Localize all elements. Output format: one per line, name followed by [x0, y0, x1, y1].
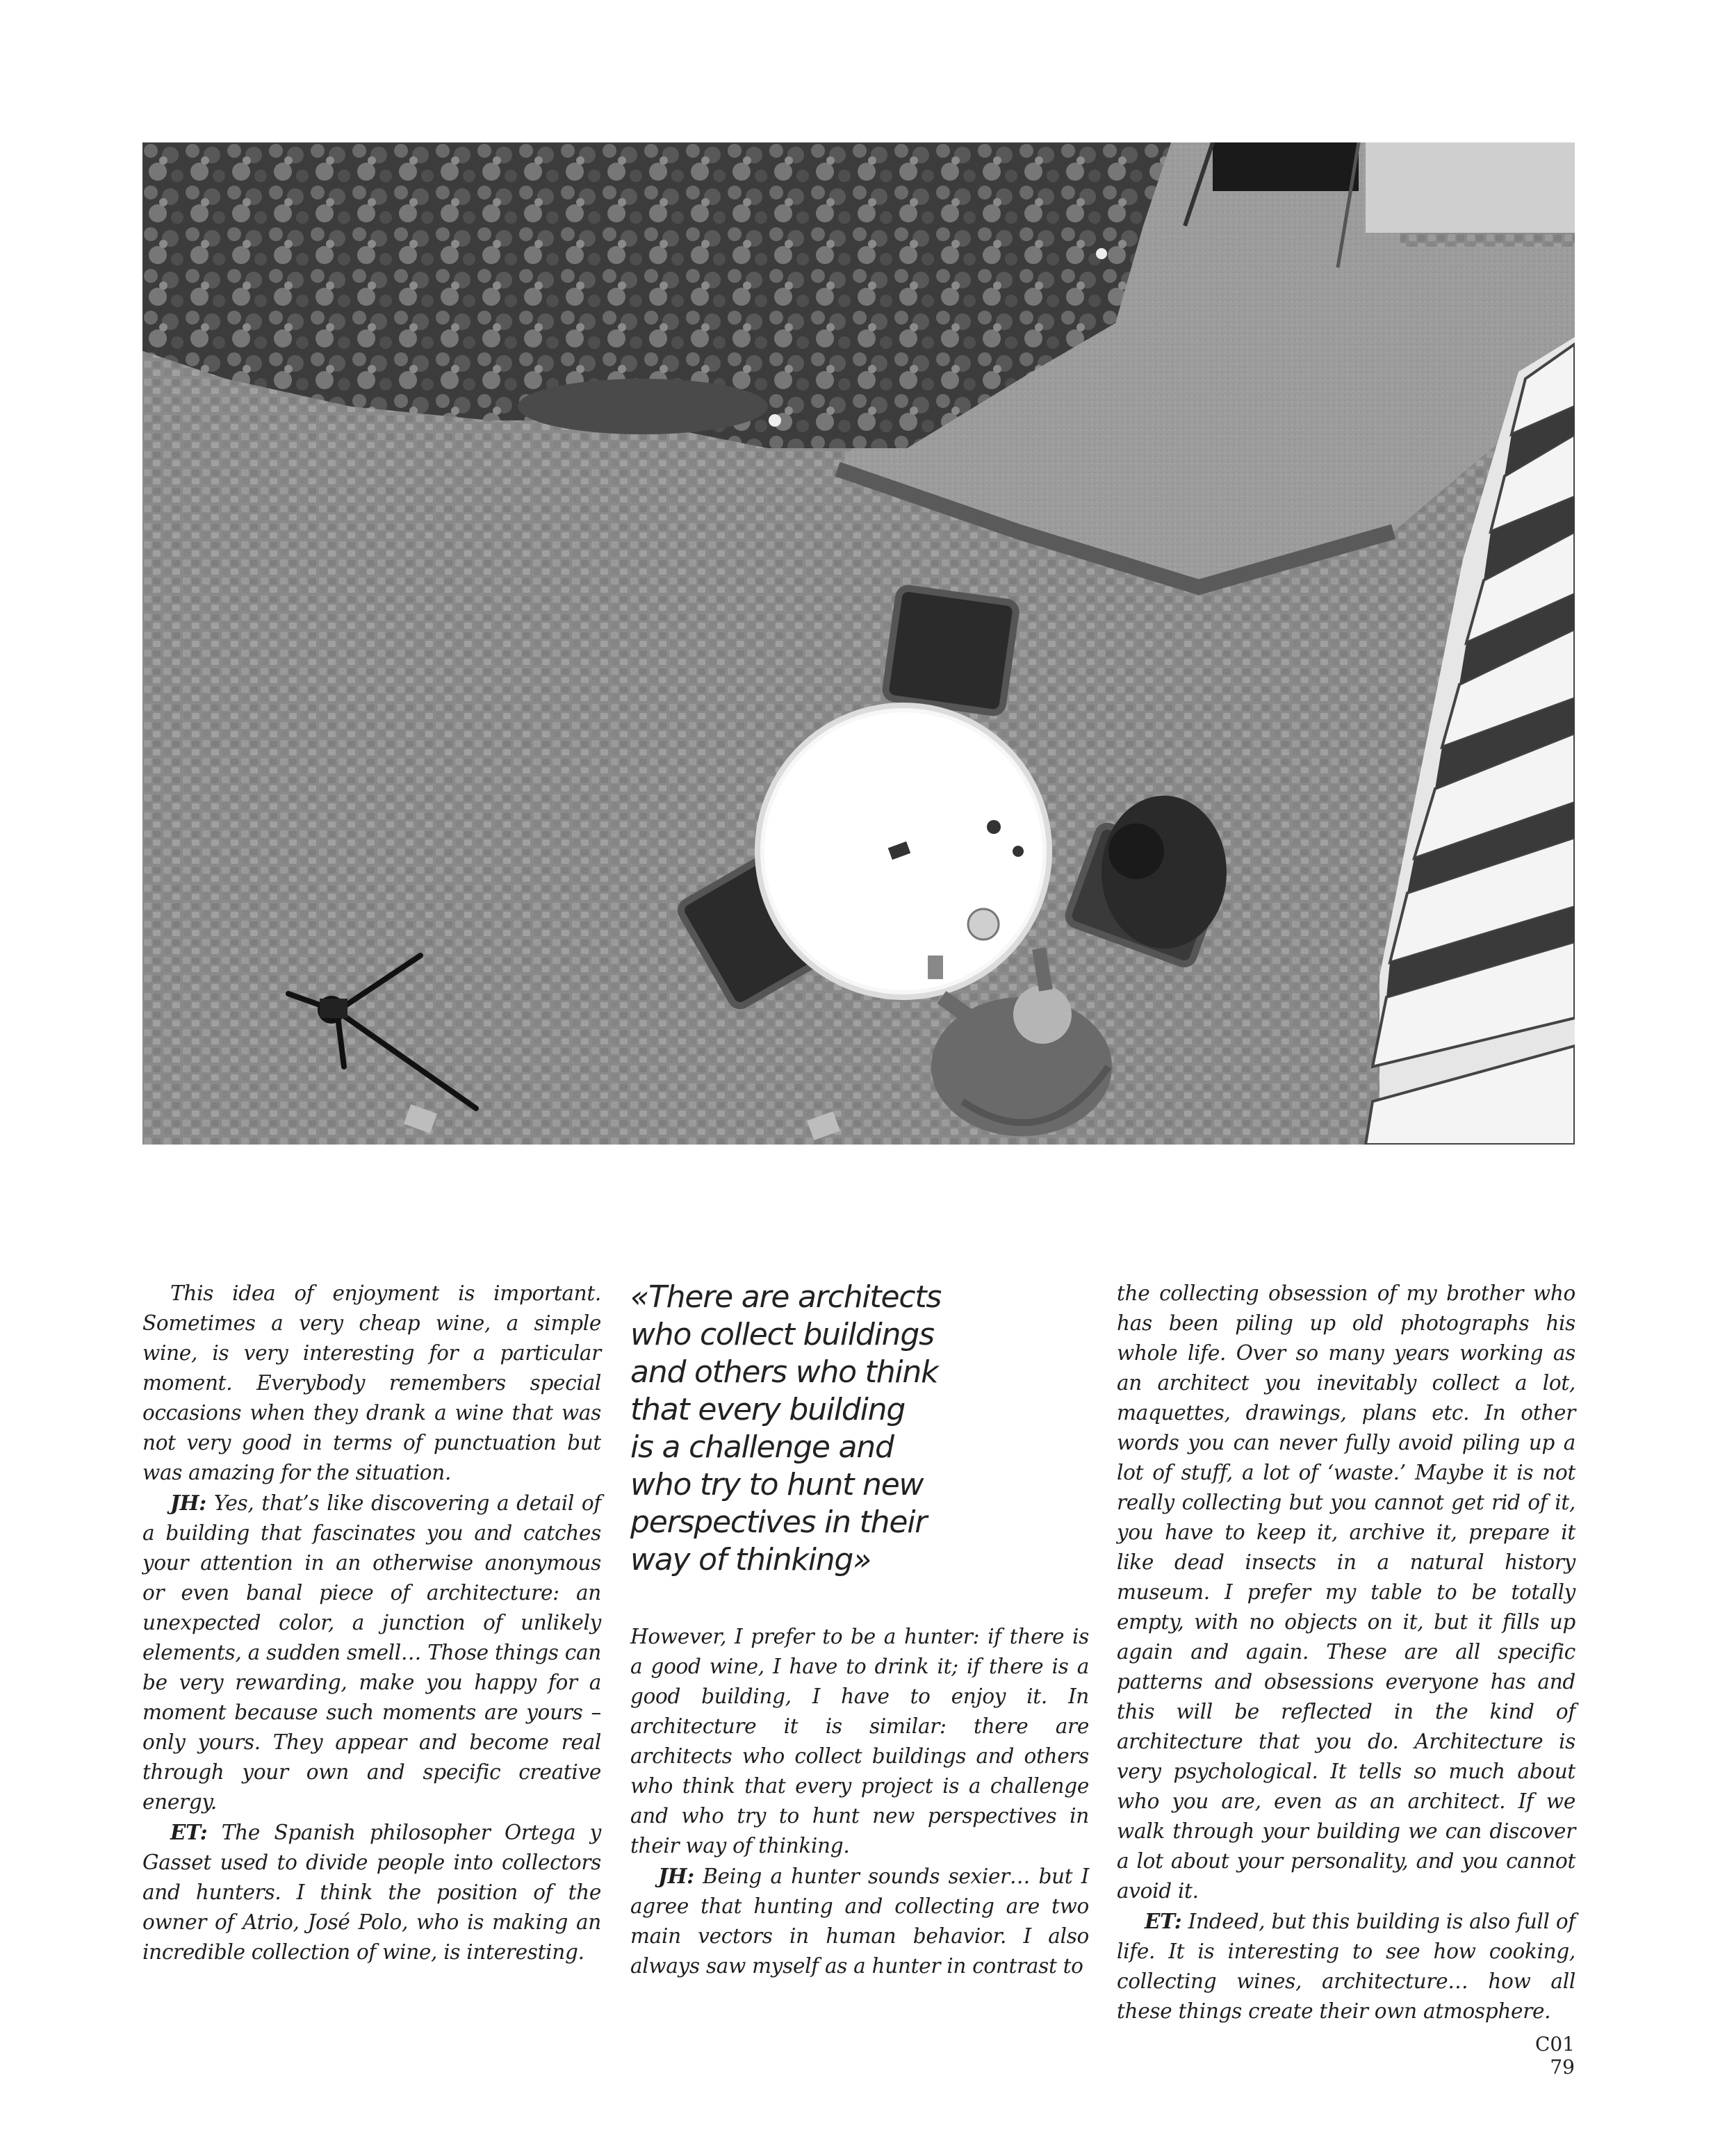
paragraph: However, I prefer to be a hunter: if there is a good wine, I have to drink it; if there is a good building, I have to enjoy it. In architecture it is similar: there are architects who collect buildings and others who think that every project is a challenge and who try to hunt new perspectives in their way of thinking.: [630, 1625, 1089, 1858]
pull-quote-line: «There are architects: [630, 1279, 942, 1315]
speaker-label: ET:: [170, 1820, 208, 1844]
paragraph: This idea of enjoyment is important. Sometimes a very cheap wine, a simple wine, is very interesting for a particular moment. Everybody remembers special occasions when they drank a wine that was not very good in terms of punctuation but was amazing for the situation.: [142, 1281, 601, 1484]
pull-quote-line: perspectives in their: [630, 1505, 927, 1540]
pull-quote-line: who collect buildings: [630, 1317, 934, 1352]
pull-quote-line: who try to hunt new: [630, 1467, 924, 1502]
pull-quote-line: and others who think: [630, 1354, 938, 1390]
paragraph: ET: Indeed, but this building is also full of life. It is interesting to see how cooking, collecting wines, architecture… how all these things create their own atmosphere.: [1117, 1909, 1575, 2023]
speaker-label: JH:: [658, 1864, 694, 1888]
text-column-2: [630, 1279, 1089, 1981]
text-column-3: [1117, 1279, 1575, 2026]
pull-quote-line: is a challenge and: [630, 1429, 894, 1465]
aerial-courtyard-photo: [142, 142, 1575, 1145]
pull-quote-line: that every building: [630, 1392, 906, 1427]
paragraph: ET: The Spanish philosopher Ortega y Gasset used to divide people into collectors and hunters. I think the position of the owner of Atrio, José Polo, who is making an incredible collection of wine, is interesting.: [142, 1820, 601, 1964]
pull-quote: [630, 1279, 1089, 1579]
paragraph: JH: Being a hunter sounds sexier… but I agree that hunting and collecting are two main vectors in human behavior. I also always saw myself as a hunter in contrast to: [630, 1864, 1089, 1978]
paragraph: the collecting obsession of my brother who has been piling up old photographs his whole life. Over so many years working as an architect you inevitably collect a lot, maquettes, drawings, plans etc. In other words you can never fully avoid piling up a lot of stuff, a lot of ‘waste.’ Maybe it is not really collecting but you cannot get rid of it, you have to keep it, archive it, prepare it like dead insects in a natural history museum. I prefer my table to be totally empty, with no objects on it, but it fills up again and again. These are all specific patterns and obsessions everyone has and this will be reflected in the kind of architecture that you do. Architecture is very psychological. It tells so much about who you are, even as an architect. If we walk through your building we can discover a lot about your personality, and you cannot avoid it.: [1117, 1281, 1575, 1903]
speaker-label: ET:: [1145, 1909, 1182, 1933]
paragraph: JH: Yes, that’s like discovering a detail of a building that fascinates you and catches your attention in an otherwise anonymous or even banal piece of architecture: an unexpected color, a junction of unlikely elements, a sudden smell… Those things can be very rewarding, make you happy for a moment because such moments are yours – only yours. They appear and become real through your own and specific creative energy.: [142, 1491, 601, 1814]
speaker-label: JH:: [170, 1491, 206, 1515]
text-column-1: [142, 1279, 601, 1967]
page-number: C01 79: [1534, 2033, 1575, 2079]
pull-quote-line: way of thinking»: [630, 1542, 871, 1577]
